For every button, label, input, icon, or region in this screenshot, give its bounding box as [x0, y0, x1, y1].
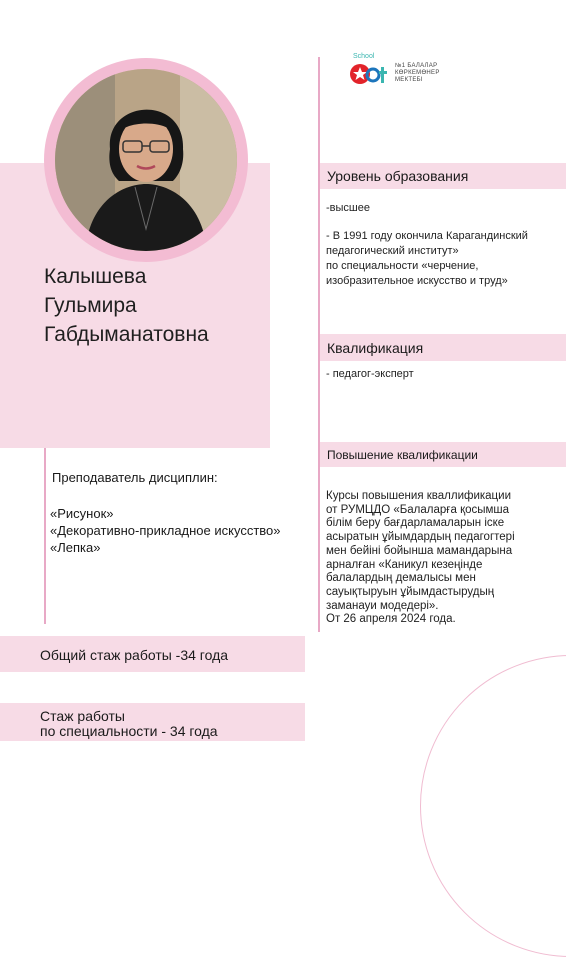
education-level: -высшее	[326, 202, 370, 214]
education-line: изобразительное искусство и труд»	[326, 275, 508, 287]
education-header	[320, 163, 566, 189]
logo-line-3: МЕКТЕБІ	[395, 77, 423, 83]
logo-line-1: №1 БАЛАЛАР	[395, 63, 438, 69]
left-divider-line	[44, 448, 46, 624]
specialty-experience-line-1: Стаж работы	[40, 708, 125, 724]
patronymic: Габдыманатовна	[44, 323, 209, 346]
training-line: сауықтыруын ұйымдастырудың	[326, 585, 495, 598]
school-logo	[349, 53, 449, 89]
training-header	[320, 442, 566, 467]
specialty-experience	[0, 703, 305, 741]
decorative-circle	[420, 655, 566, 957]
education-title: Уровень образования	[327, 168, 469, 184]
teacher-label: Преподаватель дисциплин:	[52, 470, 218, 485]
logo-mark-icon	[349, 61, 393, 87]
training-details	[326, 490, 515, 627]
education-line: - В 1991 году окончила Карагандинский	[326, 230, 528, 242]
qualification-value: - педагог-эксперт	[326, 368, 414, 380]
education-line: по специальности «черчение,	[326, 260, 479, 272]
training-line: арналған «Каникул кезеңінде	[326, 558, 483, 571]
subject-item: «Рисунок»	[50, 506, 114, 521]
specialty-experience-line-2: по специальности - 34 года	[40, 723, 218, 739]
training-line: білім беру бағдарламаларын іске	[326, 517, 505, 530]
logo-text	[395, 63, 440, 84]
logo-line-2: КӨРКЕМӨНЕР	[395, 70, 440, 76]
qualification-header	[320, 334, 566, 361]
training-line: мен бейіні бойынша мамандарына	[326, 544, 513, 557]
education-details	[326, 229, 528, 289]
surname: Калышева	[44, 265, 147, 288]
training-line: Курсы повышения кваллификации	[326, 490, 511, 502]
qualification-title: Квалификация	[327, 340, 424, 356]
total-experience	[0, 636, 305, 672]
logo-word: School	[353, 53, 375, 60]
training-line: заманауи модедері».	[326, 599, 439, 612]
education-line: педагогический институт»	[326, 245, 459, 257]
first-name: Гульмира	[44, 294, 137, 317]
person-name	[44, 262, 209, 349]
subject-item: «Декоративно-прикладное искусство»	[50, 523, 281, 538]
training-line: балалардың демалысы мен	[326, 572, 476, 585]
training-line: асыратын ұйымдардың педагогтері	[326, 531, 515, 544]
subject-list	[50, 505, 281, 556]
subject-item: «Лепка»	[50, 540, 101, 555]
training-line: От 26 апреля 2024 года.	[326, 613, 456, 626]
total-experience-text: Общий стаж работы -34 года	[40, 647, 229, 663]
portrait-photo	[55, 69, 237, 251]
training-title: Повышение квалификации	[327, 448, 478, 462]
training-line: от РУМЦДО «Балаларға қосымша	[326, 503, 510, 516]
